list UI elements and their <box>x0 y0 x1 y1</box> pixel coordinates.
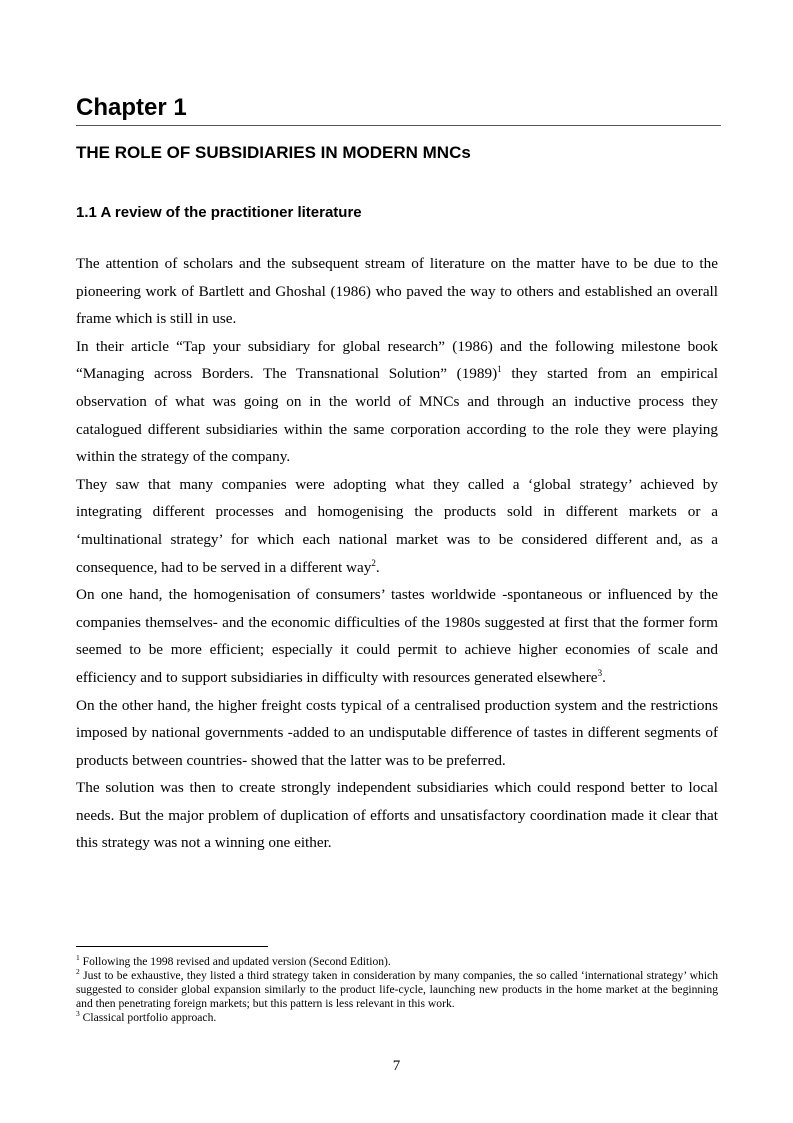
footnote-mark: 3 <box>76 1009 80 1018</box>
footnote-2 <box>76 969 718 1011</box>
footnote-mark: 2 <box>76 967 80 976</box>
footnote-divider <box>76 946 268 947</box>
paragraph-1 <box>76 250 718 333</box>
paragraph-text: they started from an empirical observation of what was going on in the world of MNCs and through an inductive process they catalogued different subsidiaries within the same corporation according to the role they were playing within the strategy of the company. <box>76 365 718 466</box>
footnote-3 <box>76 1011 718 1025</box>
page-number: 7 <box>392 1058 401 1074</box>
paragraph-text: On the other hand, the higher freight costs typical of a centralised production system and the restrictions imposed by national governments -added to an undisputable difference of tastes in different segments of products between countries- showed that the latter was to be preferred. <box>76 696 718 769</box>
footnote-mark: 1 <box>76 953 80 962</box>
paragraph-text: In their article “Tap your subsidiary for global research” (1986) and the following milestone book “Managing across Borders. The Transnational Solution” (1989) <box>76 337 718 383</box>
paragraph-text: . <box>375 558 380 576</box>
paragraph-text: The solution was then to create strongly independent subsidiaries which could respond better to local needs. But the major problem of duplication of efforts and unsatisfactory coordination made it clear that this strategy was not a winning one either. <box>76 779 718 852</box>
footnote-ref-2: 2 <box>371 557 376 568</box>
footnote-1 <box>76 955 718 969</box>
paragraph-5 <box>76 692 718 775</box>
footnote-text: Classical portfolio approach. <box>79 1011 217 1024</box>
paragraph-2 <box>76 333 718 471</box>
footnote-ref-1: 1 <box>497 364 502 375</box>
paragraph-6 <box>76 774 718 857</box>
subsection-title: 1.1 A review of the practitioner literature <box>76 204 362 221</box>
paragraph-text: . <box>602 668 606 686</box>
paragraph-4 <box>76 581 718 691</box>
paragraph-text: The attention of scholars and the subsequent stream of literature on the matter have to be due to the pioneering work of Bartlett and Ghoshal (1986) who paved the way to others and established an overall frame which is still in use. <box>76 255 718 328</box>
paragraph-text: They saw that many companies were adopting what they called a ‘global strategy’ achieved by integrating different processes and homogenising the products sold in different markets or a ‘multinational strategy’ for which each national market was to be considered different and, as a consequence, had to be served in a different way <box>76 475 718 576</box>
footnote-ref-3: 3 <box>597 667 603 678</box>
paragraph-text: On one hand, the homogenisation of consumers’ tastes worldwide -spontaneous or influenced by the companies themselves- and the economic difficulties of the 1980s suggested at first that the former form seemed to be more efficient; especially it could permit to achieve higher economies of scale and efficiency and to support subsidiaries in difficulty with resources generated elsewhere <box>76 586 718 686</box>
body-text <box>76 250 718 857</box>
section-title: THE ROLE OF SUBSIDIARIES IN MODERN MNCs <box>76 143 471 162</box>
footnote-text: Following the 1998 revised and updated version (Second Edition). <box>79 955 391 968</box>
chapter-title: Chapter 1 <box>76 92 721 126</box>
footnote-text: Just to be exhaustive, they listed a third strategy taken in consideration by many companies, the so called ‘international strategy’ which suggested to consider global expansion similarly to the product life-cycle, launching new products in the home market at the beginning and then penetrating foreign markets; but this pattern is less relevant in this work. <box>76 969 718 1010</box>
paragraph-3 <box>76 471 718 581</box>
footnotes <box>76 955 718 1025</box>
